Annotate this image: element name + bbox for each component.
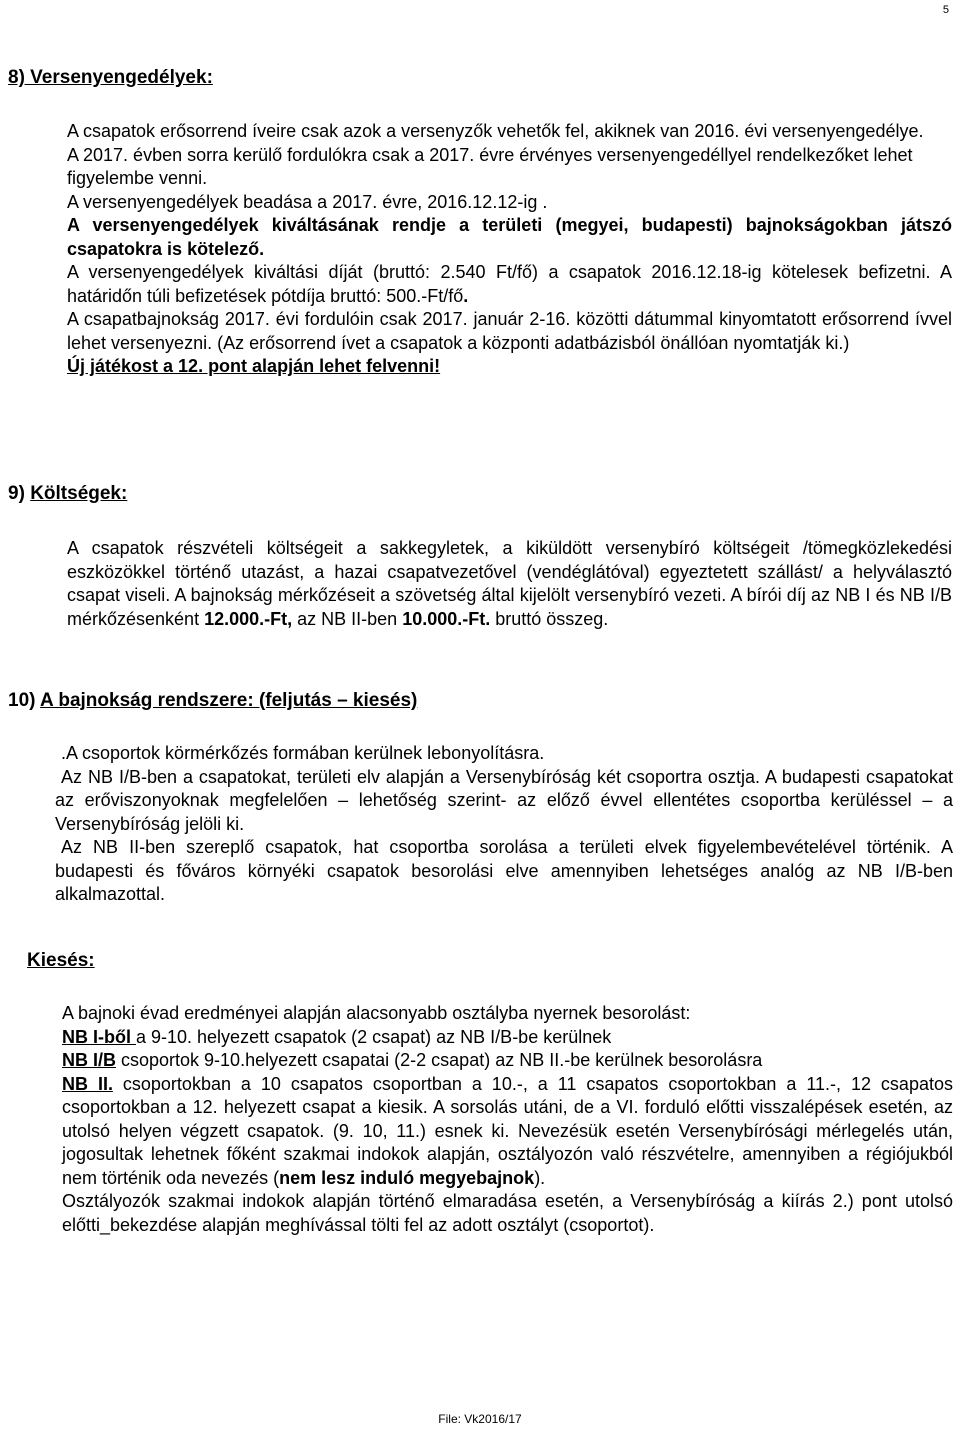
kieses-text-nb1b: csoportok 9-10.helyezett csapatai (2-2 csapat) az NB II.-be kerülnek besorolásra — [116, 1050, 763, 1070]
kieses-label-nb2: NB II. — [62, 1073, 113, 1094]
kieses-text-end: ). — [534, 1167, 546, 1188]
section-10-heading — [8, 690, 417, 712]
s9-text-1: A csapatok részvételi költségeit a sakkegyletek, a kiküldött versenybíró költségeit /tömegközlekedési eszközökkel történő utazást, a hazai csapatvezetővel (vendéglátóval) egyeztetett szállást/ a helyválasztó csapat viseli. A bajnokság mérkőzéseit a szövetség által kijelölt versenybíró vezeti. A bírói díj az NB I és NB I/B mérkőzésenként — [67, 538, 952, 629]
section-9-body — [67, 537, 952, 631]
s8-new-player-note: Új játékost a 12. pont alapján lehet felvenni! — [67, 356, 441, 376]
kieses-label-nb1: NB I-ből — [62, 1026, 136, 1047]
kieses-last-paragraph: Osztályozók szakmai indokok alapján történő elmaradása esetén, a Versenybíróság a kiírás 2.) pont utolsó előtti_bekezdése alapján meghívással tölti fel az adott osztályt (csoportot). — [62, 1191, 953, 1235]
kieses-text-nb1: a 9-10. helyezett csapatok (2 csapat) az NB I/B-be kerülnek — [136, 1026, 612, 1047]
s9-text-2: az NB II-ben — [292, 608, 403, 629]
s8-line-5 — [67, 261, 952, 308]
s8-fee-period: . — [463, 285, 469, 306]
kieses-rule-nb2 — [62, 1073, 953, 1191]
s8-line-1: A csapatok erősorrend íveire csak azok a versenyzők vehetők fel, akiknek van 2016. évi versenyengedélye. — [67, 121, 924, 141]
kieses-label-nb1b: NB I/B — [62, 1050, 116, 1070]
s10-paragraph-nb1b: Az NB I/B-ben a csapatokat, területi elv alapján a Versenybíróság két csoportra osztja. A budapesti csapatokat az erőviszonyoknak megfelelően – lehetőség szerint- az előző évvel ellentétes csoportba kerüléssel – a Versenybíróság jelöli ki. — [55, 766, 953, 834]
s8-line-3: A versenyengedélyek beadása a 2017. évre, 2016.12.12-ig . — [67, 191, 548, 212]
page-footer: File: Vk2016/17 — [438, 1412, 522, 1426]
kieses-rule-nb1b — [62, 1049, 953, 1073]
kieses-intro: A bajnoki évad eredményei alapján alacsonyabb osztályba nyernek besorolást: — [62, 1003, 691, 1023]
s9-text-3: bruttó összeg. — [490, 608, 609, 629]
s8-line-6: A csapatbajnokság 2017. évi fordulóin csak 2017. január 2-16. közötti dátummal kinyomtatott erősorrend ívvel lehet versenyezni. (Az erősorrend ívet a csapatok a központi adatbázisból önállóan nyomtatják ki.) — [67, 309, 952, 353]
kieses-bold-note: nem lesz induló megyebajnok — [279, 1167, 535, 1188]
s10-line-1: .A csoportok körmérkőzés formában kerülnek lebonyolításra. — [61, 743, 545, 763]
s8-line-4: A versenyengedélyek kiváltásának rendje a területi (megyei, budapesti) bajnokságokban játszó csapatokra is kötelező. — [67, 215, 952, 259]
section-9-title: Költségek: — [30, 483, 128, 504]
section-10-title: A bajnokság rendszere: (feljutás – kiesés) — [40, 690, 418, 711]
section-9-heading — [8, 483, 127, 505]
section-8-title: 8) Versenyengedélyek: — [8, 67, 213, 88]
section-8-heading — [8, 67, 213, 89]
section-10-body — [55, 742, 953, 907]
kieses-title: Kiesés: — [27, 950, 95, 971]
kieses-heading — [27, 950, 95, 972]
s8-line-2: A 2017. évben sorra kerülő fordulókra csak a 2017. évre érvényes versenyengedéllyel rendelkezőket lehet figyelembe venni. — [67, 144, 913, 188]
section-10-number: 10) — [8, 690, 41, 711]
section-8-body — [67, 120, 952, 379]
kieses-text-nb2: csoportokban a 10 csapatos csoportban a 10.-, a 11 csapatos csoportokban a 11.-, 12 csapatos csoportokban a 12. helyezett csapat a kiesik. A sorsolás utáni, de a VI. forduló előtti visszalépések esetén, az utolsó helyen végzett csapatok. (9. 10, 11.) esnek ki. Nevezésük esetén Versenybírósági mérlegelés után, jogosultak lehetnek főként szakmai indokok alapján, osztályozón való részvételre, amennyiben a régiójukból nem történik oda nevezés ( — [62, 1073, 953, 1188]
s9-fee-nb1: 12.000.-Ft, — [204, 608, 293, 629]
kieses-rule-nb1 — [62, 1026, 953, 1050]
s10-paragraph-nb2: Az NB II-ben szereplő csapatok, hat csoportba sorolása a területi elvek figyelembevételével történik. A budapesti és főváros környéki csapatok besorolási elve amennyiben lehetséges analóg az NB I/B-ben alkalmazottal. — [55, 837, 953, 904]
s9-fee-nb2: 10.000.-Ft. — [402, 608, 491, 629]
page-number: 5 — [942, 4, 949, 16]
s8-fee-text: A versenyengedélyek kiváltási díját (bruttó: 2.540 Ft/fő) a csapatok 2016.12.18-ig kötelesek befizetni. A határidőn túli befizetések pótdíja bruttó: 500.-Ft/fő — [67, 262, 952, 306]
kieses-body — [62, 1002, 953, 1237]
section-9-number: 9) — [8, 483, 31, 504]
